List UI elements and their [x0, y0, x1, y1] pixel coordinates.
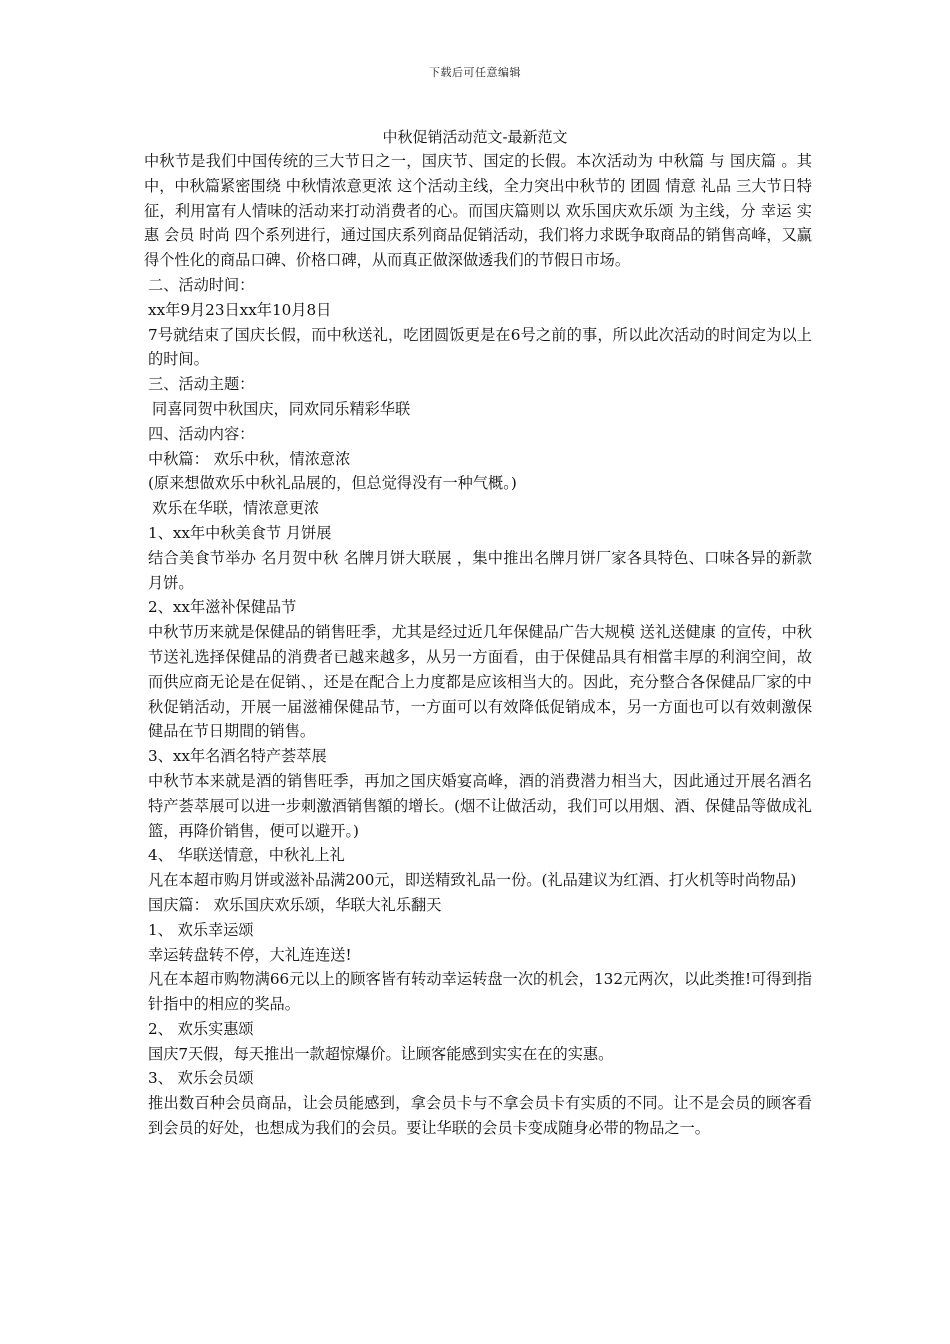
header-note: 下载后可任意编辑 — [429, 66, 521, 79]
item-heading-mooncake: 1、xx年中秋美食节 月饼展 — [148, 523, 332, 542]
document-title: 中秋促销活动范文-最新范文 — [382, 128, 568, 146]
item-heading-value: 2、 欢乐实惠颂 — [148, 1019, 254, 1038]
document-body — [144, 149, 812, 1141]
item-heading-lucky: 1、 欢乐幸运颂 — [148, 920, 254, 939]
item-body-lucky: 凡在本超市购物满66元以上的顾客皆有转动幸运转盘一次的机会，132元两次，以此类推!可得到指针指中的相应的奖品。 — [148, 970, 812, 1014]
section-heading-theme: 三、活动主题： — [148, 375, 255, 394]
item-heading-member: 3、 欢乐会员颂 — [148, 1069, 254, 1088]
section-heading-content: 四、活动内容： — [148, 424, 255, 443]
item-heading-health: 2、xx年滋补保健品节 — [148, 598, 297, 617]
item-body-wine: 中秋节本来就是酒的销售旺季，再加之国庆婚宴高峰，酒的消费潜力相当大，因此通过开展名酒名特产荟萃展可以进一步刺激酒销售額的增长。(烟不让做活动，我们可以用烟、酒、保健品等做成礼篮，再降价销售，便可以避开。) — [148, 771, 812, 840]
item-lucky-slogan: 幸运转盘转不停，大礼连连送! — [148, 945, 352, 964]
item-body-value: 国庆7天假，每天推出一款超惊爆价。让顾客能感到实实在在的实惠。 — [148, 1044, 614, 1063]
time-explanation: 7号就结束了国庆长假，而中秋送礼，吃团圆饭更是在6号之前的事，所以此次活动的时间定为以上的时间。 — [148, 325, 812, 369]
mid-autumn-note: (原来想做欢乐中秋礼品展的，但总觉得没有一种气概。) — [148, 474, 517, 493]
item-heading-wine: 3、xx年名酒名特产荟萃展 — [148, 747, 327, 766]
item-body-health: 中秋节历来就是保健品的销售旺季，尤其是经过近几年保健品广告大规模 送礼送健康 的宣传，中秋节送礼选择保健品的消费者已越来越多，从另一方面看，由于保健品具有相當丰厚的利润空间，故而供应商无论是在促销、，还是在配合上力度都是应该相当大的。因此，充分整合各保健品厂家的中秋促销活动，开展一届滋補保健品节，一方面可以有效降低促销成本，另一方面也可以有效刺激保健品在节日期間的销售。 — [148, 623, 812, 741]
national-day-chapter-heading: 国庆篇： 欢乐国庆欢乐颂，华联大礼乐翻天 — [148, 895, 442, 914]
item-heading-gift: 4、 华联送情意，中秋礼上礼 — [148, 846, 345, 865]
activity-theme: 同喜同贺中秋国庆，同欢同乐精彩华联 — [152, 399, 411, 418]
item-body-mooncake: 结合美食节举办 名月贺中秋 名牌月饼大联展 ，集中推出名牌月饼厂家各具特色、口味各异的新款月饼。 — [148, 548, 812, 592]
item-body-gift: 凡在本超市购月饼或滋补品满200元，即送精致礼品一份。(礼品建议为红酒、打火机等时尚物品) — [148, 871, 797, 890]
mid-autumn-chapter-heading: 中秋篇： 欢乐中秋，情浓意浓 — [148, 449, 351, 468]
activity-dates: xx年9月23日xx年10月8日 — [148, 300, 332, 319]
section-heading-time: 二、活动时间： — [148, 275, 255, 294]
mid-autumn-slogan: 欢乐在华联，情浓意更浓 — [152, 499, 320, 518]
item-body-member: 推出数百种会员商品，让会员能感到，拿会员卡与不拿会员卡有实质的不同。让不是会员的顾客看到会员的好处，也想成为我们的会员。要让华联的会员卡变成随身必带的物品之一。 — [148, 1094, 812, 1138]
intro-paragraph: 中秋节是我们中国传统的三大节日之一，国庆节、国定的长假。本次活动为 中秋篇 与 国庆篇 。其中，中秋篇紧密围绕 中秋情浓意更浓 这个活动主线，全力突出中秋节的 团圆 情意 礼品 三大节日特征，利用富有人情味的活动来打动消费者的心。而国庆篇则以 欢乐国庆欢乐颂 为主线，分 幸运 实惠 会员 时尚 四个系列进行，通过国庆系列商品促销活动，我们将力求既争取商品的销售高峰，又赢得个性化的商品口碑、价格口碑，从而真正做深做透我们的节假日市场。 — [144, 152, 812, 270]
